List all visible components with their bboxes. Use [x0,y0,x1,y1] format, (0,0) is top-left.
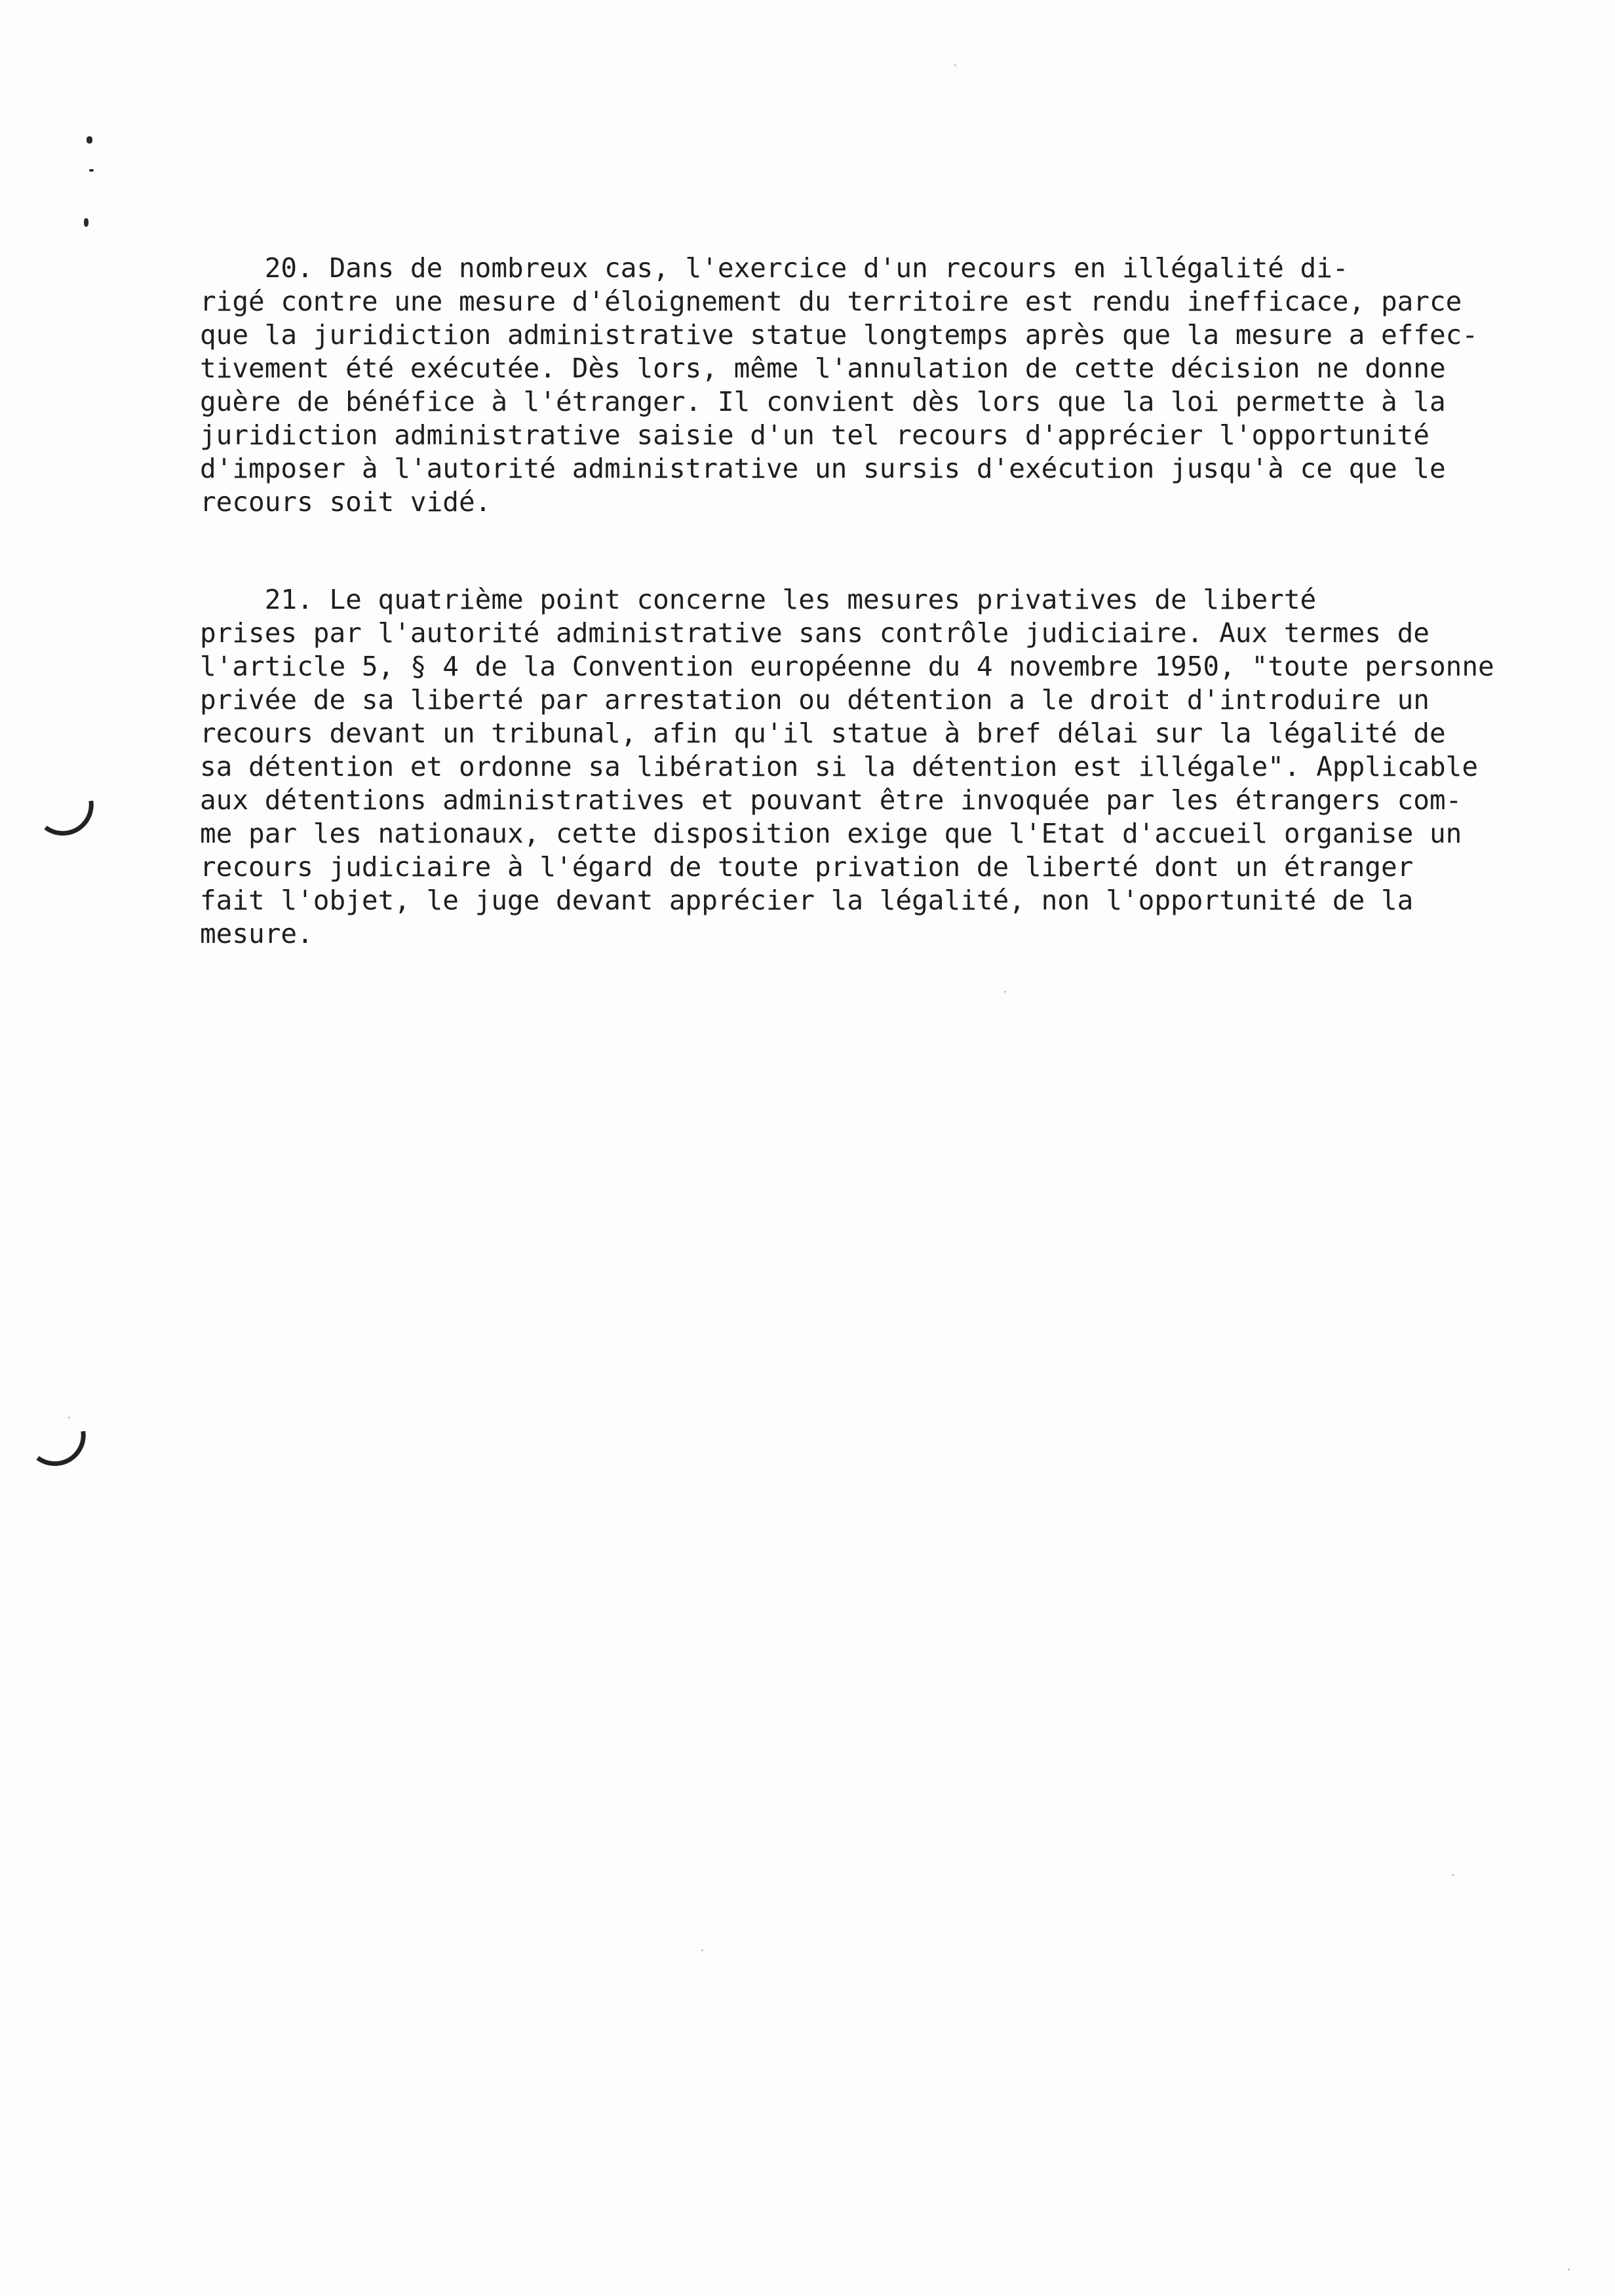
paragraph-line: l'article 5, § 4 de la Convention européenne du 4 novembre 1950, "toute personne [200,651,1494,682]
paragraph-line: 21. Le quatrième point concerne les mesures privatives de liberté [200,584,1317,615]
paragraph-line: privée de sa liberté par arrestation ou détention a le droit d'introduire un [200,684,1430,716]
punch-hole-mark [24,1431,90,1470]
paragraph-line: d'imposer à l'autorité administrative un sursis d'exécution jusqu'à ce que le [200,453,1446,484]
margin-speck [84,218,88,227]
paragraph-line: que la juridiction administrative statue longtemps après que la mesure a effec- [200,319,1479,351]
paragraph-line: rigé contre une mesure d'éloignement du territoire est rendu inefficace, parce [200,286,1462,317]
margin-speck [89,169,94,172]
paragraph-20 [200,252,1478,519]
paragraph-line: prises par l'autorité administrative sans contrôle judiciaire. Aux termes de [200,617,1430,649]
paragraph-line: tivement été exécutée. Dès lors, même l'annulation de cette décision ne donne [200,353,1446,384]
paragraph-line: juridiction administrative saisie d'un tel recours d'apprécier l'opportunité [200,419,1430,451]
dust-speck [1004,991,1006,993]
paragraph-line: aux détentions administratives et pouvant être invoquée par les étrangers com- [200,784,1462,816]
dust-speck [954,64,956,66]
paragraph-line: guère de bénéfice à l'étranger. Il convient dès lors que la loi permette à la [200,386,1446,417]
paragraph-line: 20. Dans de nombreux cas, l'exercice d'un recours en illégalité di- [200,252,1349,284]
paragraph-line: sa détention et ordonne sa libération si la détention est illégale". Applicable [200,751,1479,782]
paragraph-line: mesure. [200,918,313,949]
paragraph-line: me par les nationaux, cette disposition exige que l'Etat d'accueil organise un [200,818,1462,849]
dust-speck [701,1949,703,1951]
paragraph-21 [200,583,1494,951]
dust-speck [1452,1874,1454,1876]
dust-speck [1568,2268,1570,2270]
paragraph-line: recours devant un tribunal, afin qu'il statue à bref délai sur la légalité de [200,718,1446,749]
punch-hole-mark [32,801,98,840]
paragraph-line: recours soit vidé. [200,486,492,518]
margin-speck [87,136,92,144]
dust-speck [68,1417,70,1419]
paragraph-line: fait l'objet, le juge devant apprécier la légalité, non l'opportunité de la [200,885,1414,916]
paragraph-line: recours judiciaire à l'égard de toute privation de liberté dont un étranger [200,851,1414,883]
